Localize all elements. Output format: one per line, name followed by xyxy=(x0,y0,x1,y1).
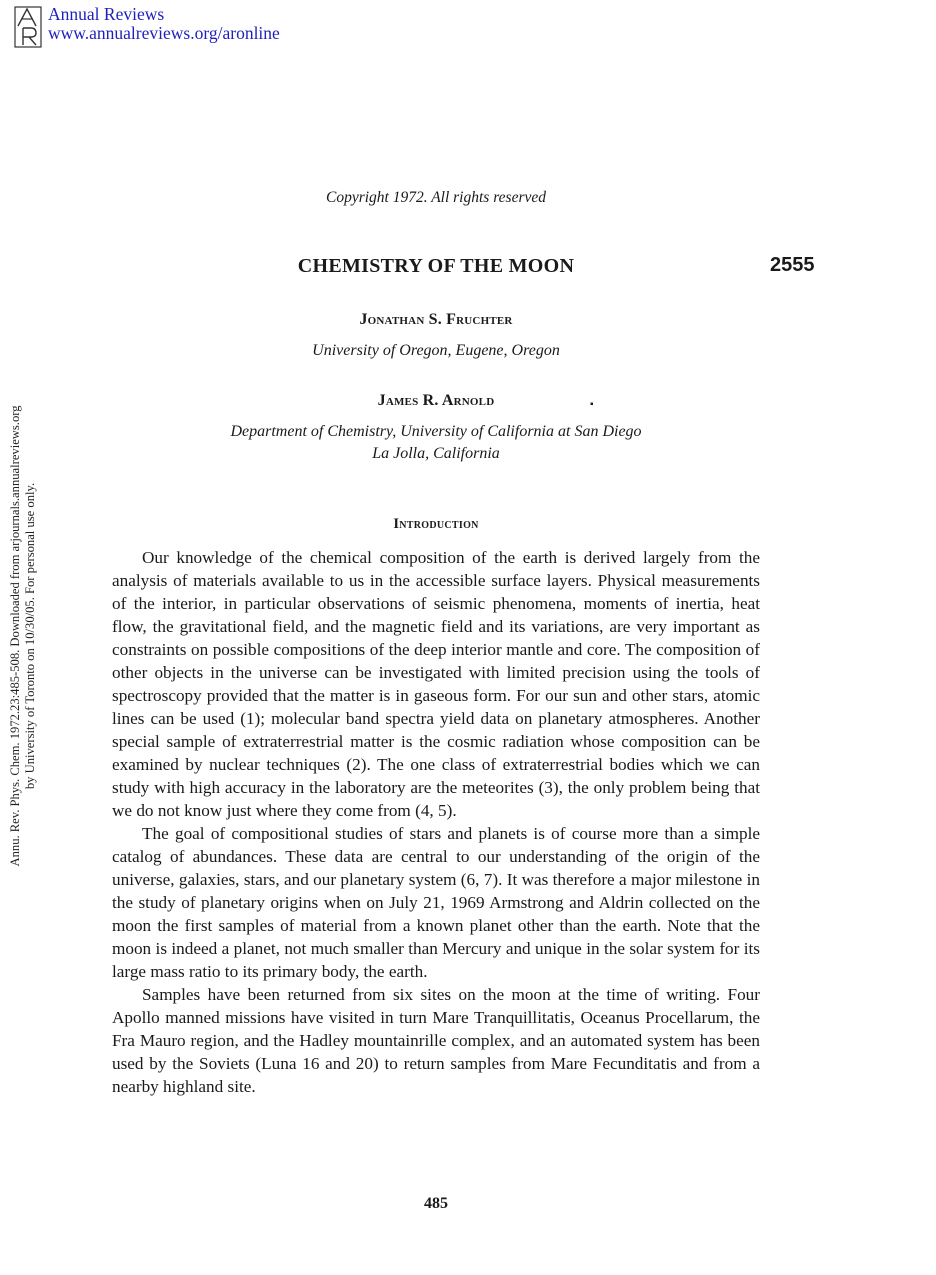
download-notice-line-2: by University of Toronto on 10/30/05. For personal use only. xyxy=(23,482,37,790)
author-affiliation-2-line-1: Department of Chemistry, University of California at San Diego xyxy=(230,423,642,440)
body-paragraph: The goal of compositional studies of stars and planets is of course more than a simple catalog of abundances. These data are central to our understanding of the origin of the universe, galaxies, stars, and our planetary system (6, 7). It was therefore a major milestone in the study of planetary origins when on July 21, 1969 Armstrong and Aldrin collected on the moon the first samples of material from a known planet other than the earth. Note that the moon is indeed a planet, not much smaller than Mercury and unique in the solar system for its large mass ratio to its primary body, the earth. xyxy=(112,824,760,981)
article-body xyxy=(112,546,760,1098)
body-paragraph: Our knowledge of the chemical composition of the earth is derived largely from the analysis of materials available to us in the accessible surface layers. Physical measurements of the interior, in particular observations of seismic phenomena, moments of inertia, heat flow, the gravitational field, and the magnetic field and its variations, are very important as constraints on possible compositions of the deep interior mantle and core. The composition of other objects in the universe can be investigated with limited precision using the tools of spectroscopy provided that the matter is in gaseous form. For our sun and other stars, atomic lines can be used (1); molecular band spectra yield data on planetary atmospheres. Another special sample of extraterrestrial matter is the cosmic radiation whose composition can be examined by nuclear techniques (2). The one class of extraterrestrial bodies which we can study with high accuracy in the laboratory are the meteorites (3), the only problem being that we do not know just where they come from (4, 5). xyxy=(112,548,760,820)
scan-artifact: ▪ xyxy=(590,399,594,410)
body-paragraph: Samples have been returned from six sites on the moon at the time of writing. Four Apollo manned missions have visited in turn Mare Tranquillitatis, Oceanus Procellarum, the Fra Mauro region, and the Hadley mountainrille complex, and an automated system has been used by the Soviets (Luna 16 and 20) to return samples from Mare Fecunditatis and from a nearby highland site. xyxy=(112,985,760,1096)
annual-reviews-logo-icon xyxy=(14,6,42,48)
copyright-notice: Copyright 1972. All rights reserved xyxy=(325,189,546,206)
article-title: CHEMISTRY OF THE MOON xyxy=(297,255,575,277)
publisher-header xyxy=(14,6,280,48)
page-number: 485 xyxy=(424,1195,448,1212)
author-name-2: James R. Arnold xyxy=(377,392,495,409)
download-notice xyxy=(2,330,44,942)
publisher-url-link[interactable]: www.annualreviews.org/aronline xyxy=(48,23,280,43)
section-heading: Introduction xyxy=(393,516,479,532)
download-notice-line-1: Annu. Rev. Phys. Chem. 1972.23:485-508. Downloaded from arjournals.annualreviews.org xyxy=(8,405,22,867)
publisher-name-link[interactable]: Annual Reviews xyxy=(48,4,165,24)
author-name-1: Jonathan S. Fruchter xyxy=(359,311,513,328)
article-number: 2555 xyxy=(770,254,815,276)
author-affiliation-1: University of Oregon, Eugene, Oregon xyxy=(312,342,560,359)
author-affiliation-2-line-2: La Jolla, California xyxy=(372,445,500,462)
